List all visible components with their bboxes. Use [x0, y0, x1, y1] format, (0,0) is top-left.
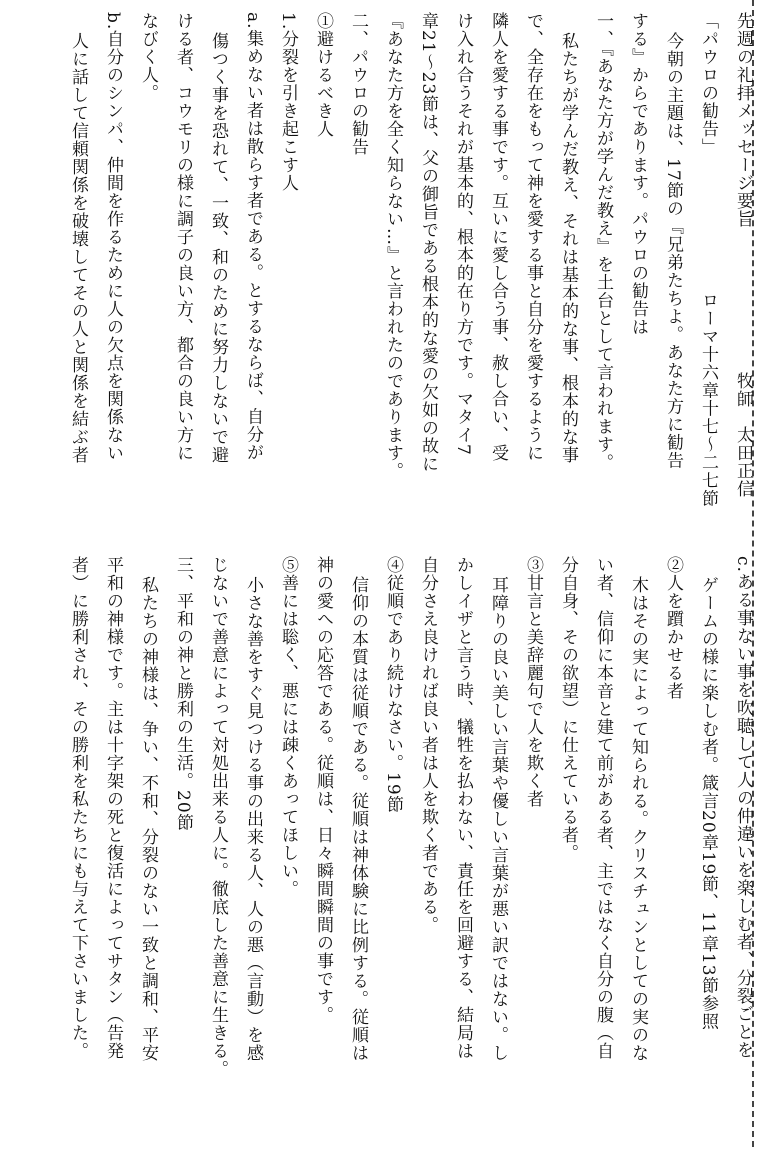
top-text-column: 先週の礼拝メッセージ要旨 牧師 太田正信 [733, 12, 753, 498]
top-text-column: 『あなた方を全く知らない…』と言われたのであります。 [383, 12, 403, 480]
bottom-text-column: ④従順であり続けなさい。19節 [383, 556, 403, 814]
top-text-column: 今朝の主題は、17節の『兄弟たちよ。あなた方に勧告 [663, 32, 683, 470]
top-text-column: 章21〜23節は、父の御旨である根本的な愛の欠如の故に [418, 12, 438, 474]
bottom-text-column: 私たちの神様は、争い、不和、分裂のない一致と調和、平安 [138, 576, 158, 1062]
top-text-column: 1.分裂を引き起こす人 [278, 12, 298, 193]
bottom-text-column: 神の愛への応答である。従順は、日々瞬間瞬間の事です。 [313, 556, 333, 1024]
bottom-text-column: 小さな善をすぐ見つける事の出来る人、人の悪（言動）を感 [243, 576, 263, 1062]
top-text-column: 隣人を愛する事です。互いに愛し合う事、赦し合い、受 [488, 12, 508, 462]
top-text-column: ける者、コウモリの様に調子の良い方、都合の良い方に [173, 12, 193, 462]
bottom-text-column: かしイザと言う時、犠牲を払わない、責任を回避する、結局は [453, 556, 473, 1060]
bottom-text-column: い者、信仰に本音と建て前がある者、主ではなく自分の腹（自 [593, 556, 613, 1060]
top-text-column: 傷つく事を恐れて、一致、和のために努力しないで避 [208, 32, 228, 464]
bottom-text-column: c.ある事ない事を吹聴して人の仲違いを楽しむ者、分裂ごとを [733, 556, 753, 1059]
bottom-text-column: 平和の神様です。主は十字架の死と復活によってサタン（告発 [103, 556, 123, 1060]
top-text-column: なびく人。 [138, 12, 158, 102]
bottom-text-column: ②人を躓かせる者 [663, 556, 683, 700]
top-text-column: a.集めない者は散らす者である。とするならば、自分が [243, 12, 263, 462]
bottom-text-column: ゲームの様に楽しむ者。箴言20章19節、11章13節参照 [698, 576, 718, 1031]
top-text-column: で、全存在をもって神を愛する事と自分を愛するように [523, 12, 543, 462]
top-text-column: 私たちが学んだ教え、それは基本的な事、根本的な事 [558, 32, 578, 464]
bottom-text-column: 信仰の本質は従順である。従順は神体験に比例する。従順は [348, 576, 368, 1062]
bottom-text-column: 分自身、その欲望）に仕えている者。 [558, 556, 578, 862]
top-text-column: ①避けるべき人 [313, 12, 333, 138]
top-text-column: 「パウロの勧告」 ローマ十六章十七〜二七節 [698, 12, 718, 508]
bottom-text-column: 者）に勝利され、その勝利を私たちにも与えて下さいました。 [68, 556, 88, 1060]
bottom-text-column: 木はその実によって知られる。クリスチュンとしての実のな [628, 576, 648, 1062]
top-text-column: する』からであります。パウロの勧告は [628, 12, 648, 336]
bottom-text-column: 耳障りの良い美しい言葉や優しい言葉が悪い訳ではない。し [488, 576, 508, 1062]
bottom-text-column: 三、平和の神と勝利の生活。20節 [173, 556, 193, 832]
bottom-section [0, 556, 760, 1136]
top-text-column: b.自分のシンパ、仲間を作るために人の欠点を関係ない [103, 12, 123, 463]
top-section [0, 12, 760, 534]
bottom-text-column: ⑤善には聡く、悪には疎くあってほしい。 [278, 556, 298, 898]
top-text-column: 人に話して信頼関係を破壊してその人と関係を結ぶ者 [68, 32, 88, 464]
bottom-text-column: じないで善意によって対処出来る人に。徹底した善意に生きる。 [208, 556, 228, 1078]
top-text-column: 一、『あなた方が学んだ教え』を土台として言われます。 [593, 12, 613, 472]
bottom-text-column: ③甘言と美辞麗句で人を欺く者 [523, 556, 543, 808]
top-text-column: 二、パウロの勧告 [348, 12, 368, 156]
top-text-column: け入れ合うそれが基本的、根本的在り方です。マタイ7 [453, 12, 473, 456]
bottom-text-column: 自分さえ良ければ良い者は人を欺く者である。 [418, 556, 438, 934]
